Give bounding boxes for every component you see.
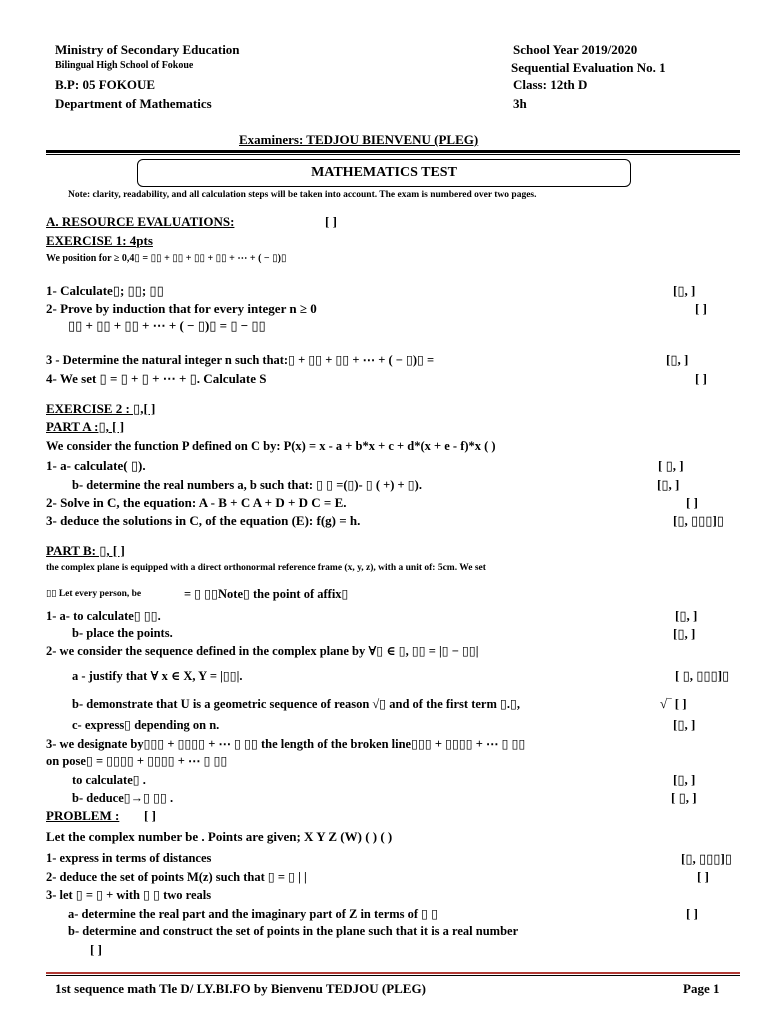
footer-rule bbox=[46, 972, 740, 974]
problem-q3: 3- let ▯ = ▯ + with ▯ ▯ two reals bbox=[46, 888, 212, 902]
ex1-induction-formula: ▯▯ + ▯▯ + ▯▯ + ⋯ + ( − ▯)▯ = ▯ − ▯▯ bbox=[68, 318, 266, 333]
part-b-q3b: b- deduce▯→▯ ▯▯ . bbox=[72, 791, 174, 805]
part-b-q2b: b- demonstrate that U is a geometric sequence of reason √▯ and of the first term ▯.▯, bbox=[72, 697, 521, 711]
ex1-q2-marks: [ ] bbox=[695, 301, 707, 316]
ex1-question-3: 3 - Determine the natural integer n such that:▯ + ▯▯ + ▯▯ + ⋯ + ( − ▯)▯ = bbox=[46, 353, 435, 367]
problem-q1: 1- express in terms of distances bbox=[46, 851, 212, 865]
problem-q3b-marks: [ ] bbox=[90, 942, 102, 957]
ex1-q3-marks: [▯, ] bbox=[666, 352, 689, 367]
ex1-question-2: 2- Prove by induction that for every integer n ≥ 0 bbox=[46, 301, 317, 316]
part-b-q3: 3- we designate by▯▯▯ + ▯▯▯▯ + ⋯ ▯ ▯▯ the length of the broken line▯▯▯ + ▯▯▯▯ + ⋯ ▯ ▯▯ bbox=[46, 737, 526, 751]
evaluation-number: Sequential Evaluation No. 1 bbox=[511, 60, 666, 75]
part-b-let: ▯▯ Let every person, be bbox=[46, 589, 142, 599]
part-a-q3-marks: [▯, ▯▯▯]▯ bbox=[673, 513, 724, 528]
postal-box: B.P: 05 FOKOUE bbox=[55, 77, 156, 92]
department: Department of Mathematics bbox=[55, 96, 212, 111]
problem-heading: PROBLEM : bbox=[46, 808, 120, 823]
header-rule-thin bbox=[46, 154, 740, 155]
section-a-heading: A. RESOURCE EVALUATIONS: bbox=[46, 214, 235, 229]
ministry-line: Ministry of Secondary Education bbox=[55, 42, 240, 57]
part-a-q1a-marks: [ ▯, ] bbox=[658, 458, 684, 473]
footer-left: 1st sequence math Tle D/ LY.BI.FO by Bienvenu TEDJOU (PLEG) bbox=[55, 981, 426, 996]
part-a-q1a: 1- a- calculate( ▯). bbox=[46, 458, 146, 473]
school-year: School Year 2019/2020 bbox=[513, 42, 638, 57]
exercise-1-heading: EXERCISE 1: 4pts bbox=[46, 233, 153, 248]
exercise-2-heading: EXERCISE 2 : ▯,[ ] bbox=[46, 401, 156, 416]
problem-q3a: a- determine the real part and the imaginary part of Z in terms of ▯ ▯ bbox=[68, 907, 439, 921]
part-a-heading: PART A :▯, [ ] bbox=[46, 419, 125, 434]
ex1-q4-marks: [ ] bbox=[695, 371, 707, 386]
part-b-q3a: to calculate▯ . bbox=[72, 773, 146, 787]
problem-q3a-marks: [ ] bbox=[686, 906, 698, 921]
part-b-q3b-marks: [ ▯, ] bbox=[671, 790, 697, 805]
part-a-q2-marks: [ ] bbox=[686, 495, 698, 510]
part-a-q3: 3- deduce the solutions in C, of the equation (E): f(g) = h. bbox=[46, 513, 361, 528]
part-a-intro: We consider the function P defined on C by: P(x) = x - a + b*x + c + d*(x + e - f)*x ( ) bbox=[46, 439, 496, 453]
part-a-q2: 2- Solve in C, the equation: A - B + C A + D + D C = E. bbox=[46, 495, 347, 510]
section-a-marks: [ ] bbox=[325, 214, 337, 229]
part-b-q1b-marks: [▯, ] bbox=[673, 626, 696, 641]
part-b-q1a: 1- a- to calculate▯ ▯▯. bbox=[46, 609, 161, 623]
duration: 3h bbox=[513, 96, 527, 111]
ex1-question-4: 4- We set ▯ = ▯ + ▯ + ⋯ + ▯. Calculate S bbox=[46, 371, 267, 386]
part-b-q2: 2- we consider the sequence defined in the complex plane by ∀▯ ∈ ▯, ▯▯ = |▯ − ▯▯| bbox=[46, 644, 479, 658]
page-number: Page 1 bbox=[683, 981, 720, 996]
part-b-intro: the complex plane is equipped with a direct orthonormal reference frame (x, y, z), with a unit of: 5cm. We set bbox=[46, 563, 486, 573]
school-name: Bilingual High School of Fokoue bbox=[55, 60, 194, 71]
test-title: MATHEMATICS TEST bbox=[311, 165, 457, 180]
exercise-1-intro: We position for ≥ 0,4▯ = ▯▯ + ▯▯ + ▯▯ + ▯▯ + ⋯ + ( − ▯)▯ bbox=[46, 253, 287, 264]
title-box bbox=[137, 159, 631, 187]
problem-q2: 2- deduce the set of points M(z) such that ▯ = ▯ | | bbox=[46, 870, 307, 884]
ex1-question-1: 1- Calculate▯; ▯▯; ▯▯ bbox=[46, 283, 164, 298]
class-label: Class: 12th D bbox=[513, 77, 588, 92]
part-b-affix: = ▯ ▯▯Note▯ the point of affix▯ bbox=[184, 587, 349, 601]
part-b-q2b-marks: √‾ [ ] bbox=[660, 696, 687, 711]
part-b-q2c-marks: [▯, ] bbox=[673, 717, 696, 732]
part-a-q1b-marks: [▯, ] bbox=[657, 477, 680, 492]
part-b-heading: PART B: ▯, [ ] bbox=[46, 543, 125, 558]
part-b-q1a-marks: [▯, ] bbox=[675, 608, 698, 623]
problem-intro: Let the complex number be . Points are given; X Y Z (W) ( ) ( ) bbox=[46, 829, 393, 844]
part-a-q1b: b- determine the real numbers a, b such that: ▯ ▯ =(▯)- ▯ ( +) + ▯). bbox=[72, 478, 422, 492]
exam-note: Note: clarity, readability, and all calculation steps will be taken into account. The exam is numbered over two pages. bbox=[68, 190, 537, 200]
part-b-q2a-marks: [ ▯, ▯▯▯]▯ bbox=[675, 668, 730, 683]
header-rule bbox=[46, 150, 740, 153]
problem-marks: [ ] bbox=[144, 808, 156, 823]
part-b-q3a-marks: [▯, ] bbox=[673, 772, 696, 787]
examiners: Examiners: TEDJOU BIENVENU (PLEG) bbox=[239, 132, 479, 147]
footer-rule-thin bbox=[46, 975, 740, 976]
ex1-q1-marks: [▯, ] bbox=[673, 283, 696, 298]
problem-q2-marks: [ ] bbox=[697, 869, 709, 884]
part-b-q3-pose: on pose▯ = ▯▯▯▯ + ▯▯▯▯ + ⋯ ▯ ▯▯ bbox=[46, 754, 228, 768]
part-b-q2c: c- express▯ depending on n. bbox=[72, 718, 220, 732]
part-b-q1b: b- place the points. bbox=[72, 626, 173, 640]
part-b-q2a: a - justify that ∀ x ∈ X, Y = |▯▯|. bbox=[72, 669, 243, 683]
problem-q1-marks: [▯, ▯▯▯]▯ bbox=[681, 851, 732, 866]
problem-q3b: b- determine and construct the set of points in the plane such that it is a real number bbox=[68, 924, 519, 938]
